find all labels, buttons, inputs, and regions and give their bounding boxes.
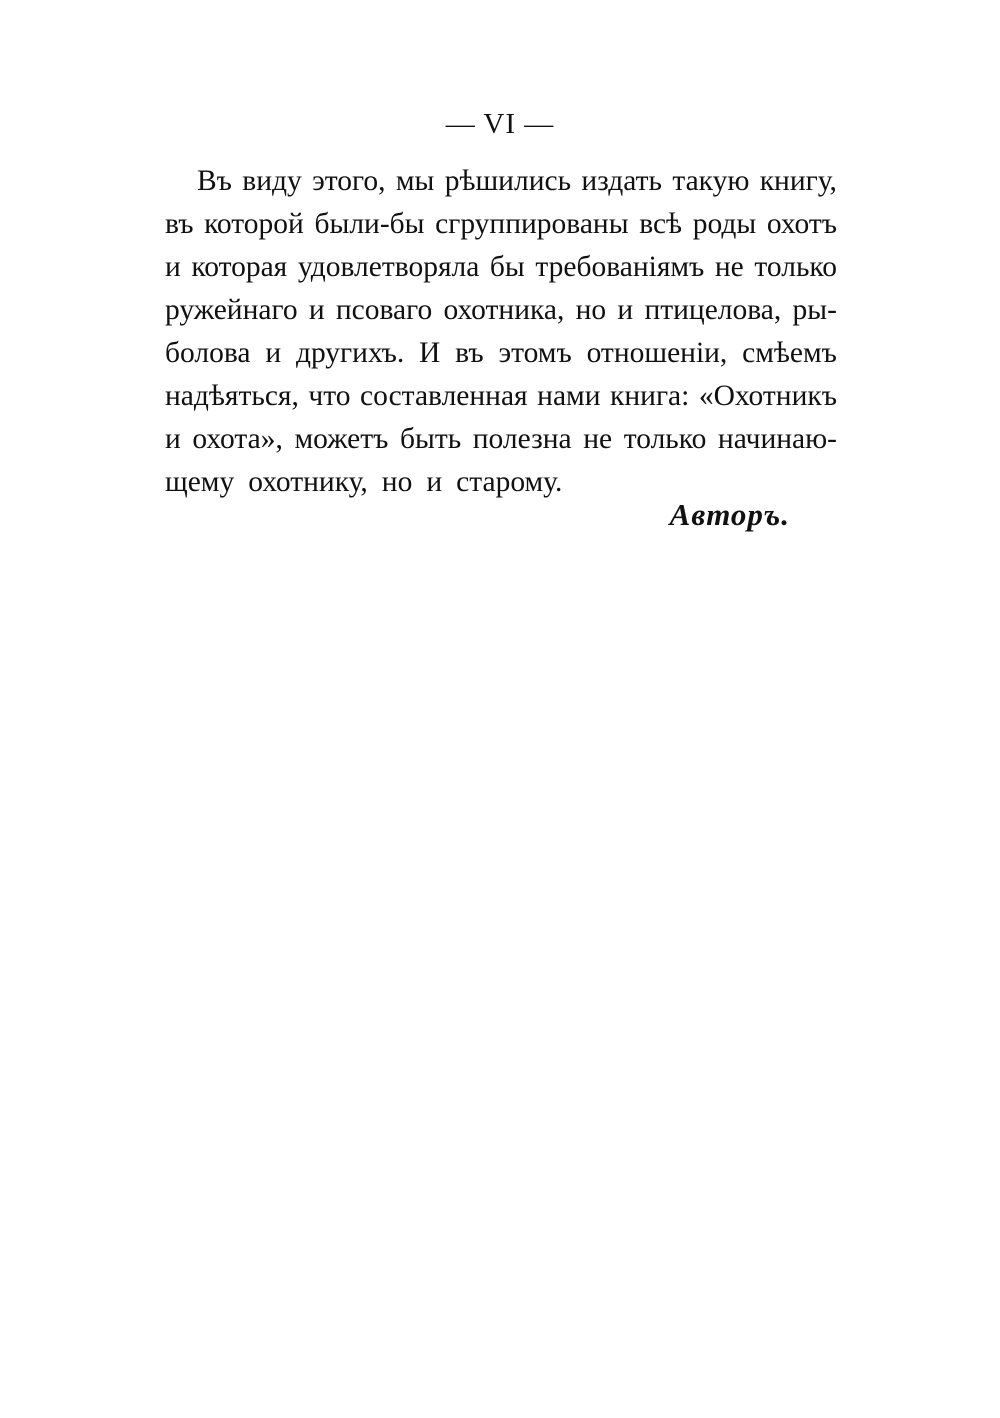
paragraph	[165, 160, 837, 504]
word: птицелова,	[644, 294, 782, 326]
text-line	[165, 375, 837, 418]
text-line	[165, 332, 837, 375]
word: охотъ	[766, 208, 837, 240]
word: не	[583, 423, 613, 455]
word: нами	[537, 380, 601, 412]
word: издать	[581, 165, 662, 197]
word: книгу,	[759, 165, 837, 197]
word: ры-	[792, 294, 837, 326]
word: и	[426, 466, 443, 498]
word: что	[308, 380, 351, 412]
word: рѣшились	[444, 165, 572, 197]
word: старому.	[456, 466, 563, 498]
word: полезна	[472, 423, 572, 455]
word: и	[165, 423, 181, 455]
word: которая	[191, 251, 288, 283]
word: начинаю-	[717, 423, 837, 455]
word: роды	[692, 208, 757, 240]
word: только	[754, 251, 837, 283]
word: но	[575, 294, 607, 326]
word: составленная	[360, 380, 528, 412]
text-line	[165, 246, 837, 289]
word: сгруппированы	[435, 208, 629, 240]
word: бы	[489, 251, 525, 283]
word: щему	[165, 466, 235, 498]
word: можетъ	[294, 423, 389, 455]
word: И	[419, 337, 441, 369]
word: охота»,	[192, 423, 283, 455]
word: мы	[395, 165, 435, 197]
word: виду	[242, 165, 302, 197]
word: но	[381, 466, 413, 498]
word: этого,	[312, 165, 386, 197]
word: псоваго	[335, 294, 433, 326]
word: ружейнаго	[165, 294, 298, 326]
text-line	[165, 203, 837, 246]
word: книга:	[610, 380, 690, 412]
text-line	[165, 160, 837, 203]
word: и	[165, 251, 181, 283]
word: быть	[399, 423, 462, 455]
page-number: — VI —	[445, 108, 555, 140]
word: всѣ	[639, 208, 683, 240]
word: охотнику,	[248, 466, 368, 498]
word: не	[714, 251, 744, 283]
word: болова	[165, 337, 251, 369]
text-line	[165, 418, 837, 461]
word: этомъ	[498, 337, 572, 369]
word: только	[623, 423, 707, 455]
word: такую	[672, 165, 750, 197]
word: другихъ.	[295, 337, 405, 369]
word: отношеніи,	[586, 337, 728, 369]
word: въ	[165, 208, 194, 240]
word: и	[308, 294, 325, 326]
word: которой	[204, 208, 304, 240]
word: удовлетворяла	[297, 251, 480, 283]
word: и	[265, 337, 282, 369]
word: и	[617, 294, 634, 326]
word: въ	[455, 337, 484, 369]
word: требованіямъ	[535, 251, 705, 283]
author-signature: Авторъ.	[669, 497, 790, 532]
word: надѣяться,	[165, 380, 299, 412]
word: «Охотникъ	[698, 380, 837, 412]
word: Въ	[197, 165, 232, 197]
text-line	[165, 289, 837, 332]
word: смѣемъ	[742, 337, 837, 369]
word: охотника,	[443, 294, 565, 326]
word: были-бы	[314, 208, 425, 240]
